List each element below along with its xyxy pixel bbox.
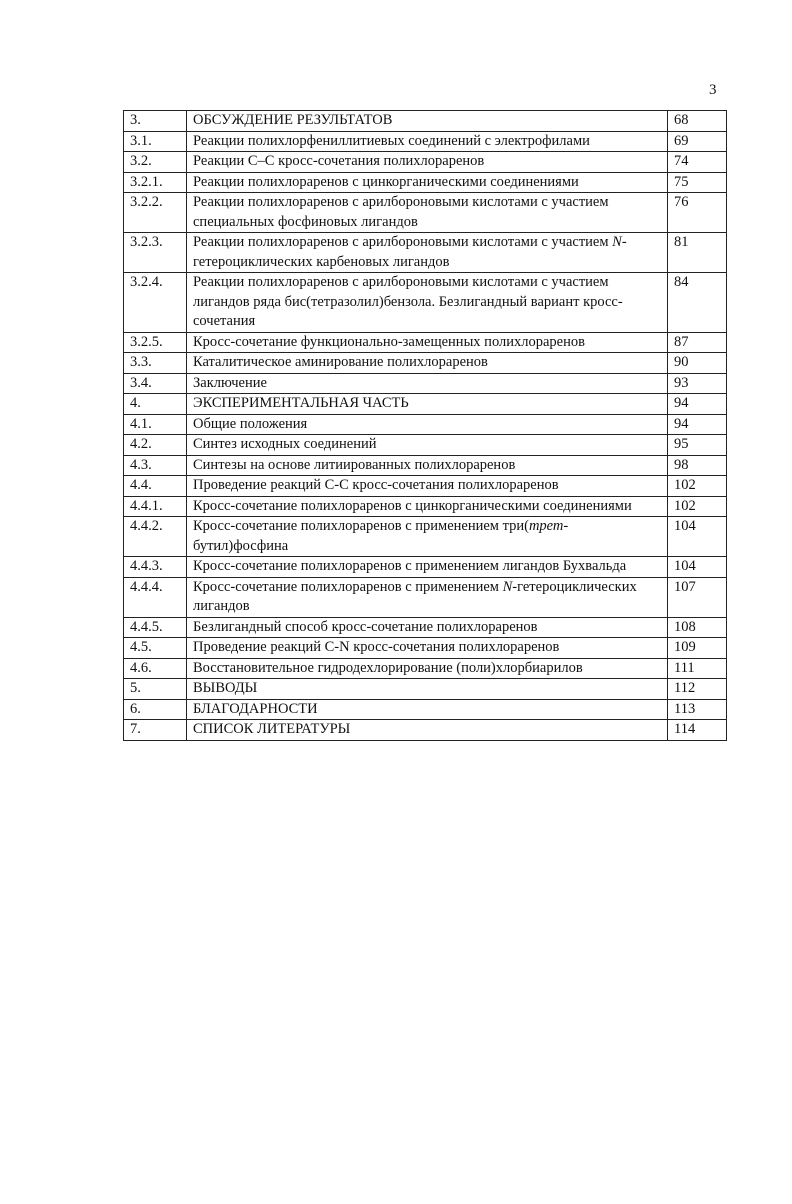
- toc-row: [124, 172, 727, 193]
- page-ref: 68: [668, 111, 727, 132]
- page-ref: 69: [668, 131, 727, 152]
- section-number: 3.2.4.: [124, 273, 187, 333]
- section-number: 3.2.2.: [124, 193, 187, 233]
- section-title: Кросс-сочетание полихлораренов с применением три(трет-бутил)фосфина: [187, 517, 668, 557]
- page-ref: 109: [668, 638, 727, 659]
- section-number: 4.5.: [124, 638, 187, 659]
- toc-row: [124, 517, 727, 557]
- page-ref: 87: [668, 332, 727, 353]
- page-ref: 102: [668, 476, 727, 497]
- toc-row: [124, 414, 727, 435]
- section-number: 3.2.5.: [124, 332, 187, 353]
- toc-row: [124, 193, 727, 233]
- toc-row: [124, 273, 727, 333]
- table-of-contents: [123, 110, 727, 741]
- section-title: Реакции полихлораренов с арилбороновыми кислотами с участием N-гетероциклических карбеновых лигандов: [187, 233, 668, 273]
- toc-row: [124, 476, 727, 497]
- page-ref: 94: [668, 394, 727, 415]
- section-title: Проведение реакций С-N кросс-сочетания полихлораренов: [187, 638, 668, 659]
- page-ref: 76: [668, 193, 727, 233]
- section-number: 4.2.: [124, 435, 187, 456]
- page-ref: 98: [668, 455, 727, 476]
- section-number: 3.: [124, 111, 187, 132]
- section-title: СПИСОК ЛИТЕРАТУРЫ: [187, 720, 668, 741]
- section-title: Общие положения: [187, 414, 668, 435]
- section-number: 5.: [124, 679, 187, 700]
- toc-row: [124, 394, 727, 415]
- section-title: БЛАГОДАРНОСТИ: [187, 699, 668, 720]
- section-title: Кросс-сочетание полихлораренов с цинкорганическими соединениями: [187, 496, 668, 517]
- section-number: 3.3.: [124, 353, 187, 374]
- section-title: Реакции полихлорфениллитиевых соединений с электрофилами: [187, 131, 668, 152]
- toc-row: [124, 353, 727, 374]
- page-ref: 114: [668, 720, 727, 741]
- toc-row: [124, 435, 727, 456]
- toc-row: [124, 496, 727, 517]
- section-title: ОБСУЖДЕНИЕ РЕЗУЛЬТАТОВ: [187, 111, 668, 132]
- toc-row: [124, 638, 727, 659]
- section-number: 4.4.1.: [124, 496, 187, 517]
- toc-row: [124, 577, 727, 617]
- toc-row: [124, 617, 727, 638]
- section-number: 4.1.: [124, 414, 187, 435]
- section-title: Заключение: [187, 373, 668, 394]
- page-ref: 95: [668, 435, 727, 456]
- page-ref: 75: [668, 172, 727, 193]
- section-title: Реакции полихлораренов с арилбороновыми кислотами с участием лигандов ряда бис(тетразолил)бензола. Безлигандный вариант кросс-сочетания: [187, 273, 668, 333]
- section-title: Синтез исходных соединений: [187, 435, 668, 456]
- section-number: 4.3.: [124, 455, 187, 476]
- toc-row: [124, 152, 727, 173]
- toc-row: [124, 455, 727, 476]
- page-ref: 84: [668, 273, 727, 333]
- section-number: 4.4.4.: [124, 577, 187, 617]
- section-number: 7.: [124, 720, 187, 741]
- toc-row: [124, 373, 727, 394]
- section-number: 4.6.: [124, 658, 187, 679]
- page-number: 3: [709, 82, 717, 98]
- section-number: 4.4.2.: [124, 517, 187, 557]
- section-number: 4.: [124, 394, 187, 415]
- page-ref: 93: [668, 373, 727, 394]
- toc-row: [124, 131, 727, 152]
- section-number: 3.4.: [124, 373, 187, 394]
- toc-row: [124, 720, 727, 741]
- section-title: Восстановительное гидродехлорирование (поли)хлорбиарилов: [187, 658, 668, 679]
- section-title: Проведение реакций С-С кросс-сочетания полихлораренов: [187, 476, 668, 497]
- page-ref: 81: [668, 233, 727, 273]
- section-title: Кросс-сочетание полихлораренов с применением N-гетероциклических лигандов: [187, 577, 668, 617]
- toc-row: [124, 557, 727, 578]
- section-title: Кросс-сочетание полихлораренов с применением лигандов Бухвальда: [187, 557, 668, 578]
- toc-row: [124, 699, 727, 720]
- toc-row: [124, 233, 727, 273]
- section-title: Реакции полихлораренов с цинкорганическими соединениями: [187, 172, 668, 193]
- page-ref: 102: [668, 496, 727, 517]
- page-ref: 90: [668, 353, 727, 374]
- page-ref: 113: [668, 699, 727, 720]
- page-ref: 107: [668, 577, 727, 617]
- section-title: Каталитическое аминирование полихлораренов: [187, 353, 668, 374]
- section-title: ЭКСПЕРИМЕНТАЛЬНАЯ ЧАСТЬ: [187, 394, 668, 415]
- toc-row: [124, 111, 727, 132]
- page-ref: 94: [668, 414, 727, 435]
- toc-row: [124, 332, 727, 353]
- section-title: ВЫВОДЫ: [187, 679, 668, 700]
- page-ref: 112: [668, 679, 727, 700]
- section-number: 3.1.: [124, 131, 187, 152]
- section-number: 3.2.3.: [124, 233, 187, 273]
- section-title: Синтезы на основе литиированных полихлораренов: [187, 455, 668, 476]
- toc-row: [124, 679, 727, 700]
- section-title: Кросс-сочетание функционально-замещенных полихлораренов: [187, 332, 668, 353]
- page-ref: 108: [668, 617, 727, 638]
- section-title: Реакции С–С кросс-сочетания полихлораренов: [187, 152, 668, 173]
- page-ref: 111: [668, 658, 727, 679]
- section-number: 3.2.1.: [124, 172, 187, 193]
- toc-row: [124, 658, 727, 679]
- section-title: Безлигандный способ кросс-сочетание полихлораренов: [187, 617, 668, 638]
- section-number: 3.2.: [124, 152, 187, 173]
- section-number: 4.4.: [124, 476, 187, 497]
- page-ref: 74: [668, 152, 727, 173]
- section-number: 6.: [124, 699, 187, 720]
- section-number: 4.4.5.: [124, 617, 187, 638]
- page-ref: 104: [668, 517, 727, 557]
- section-title: Реакции полихлораренов с арилбороновыми кислотами с участием специальных фосфиновых лигандов: [187, 193, 668, 233]
- section-number: 4.4.3.: [124, 557, 187, 578]
- page-ref: 104: [668, 557, 727, 578]
